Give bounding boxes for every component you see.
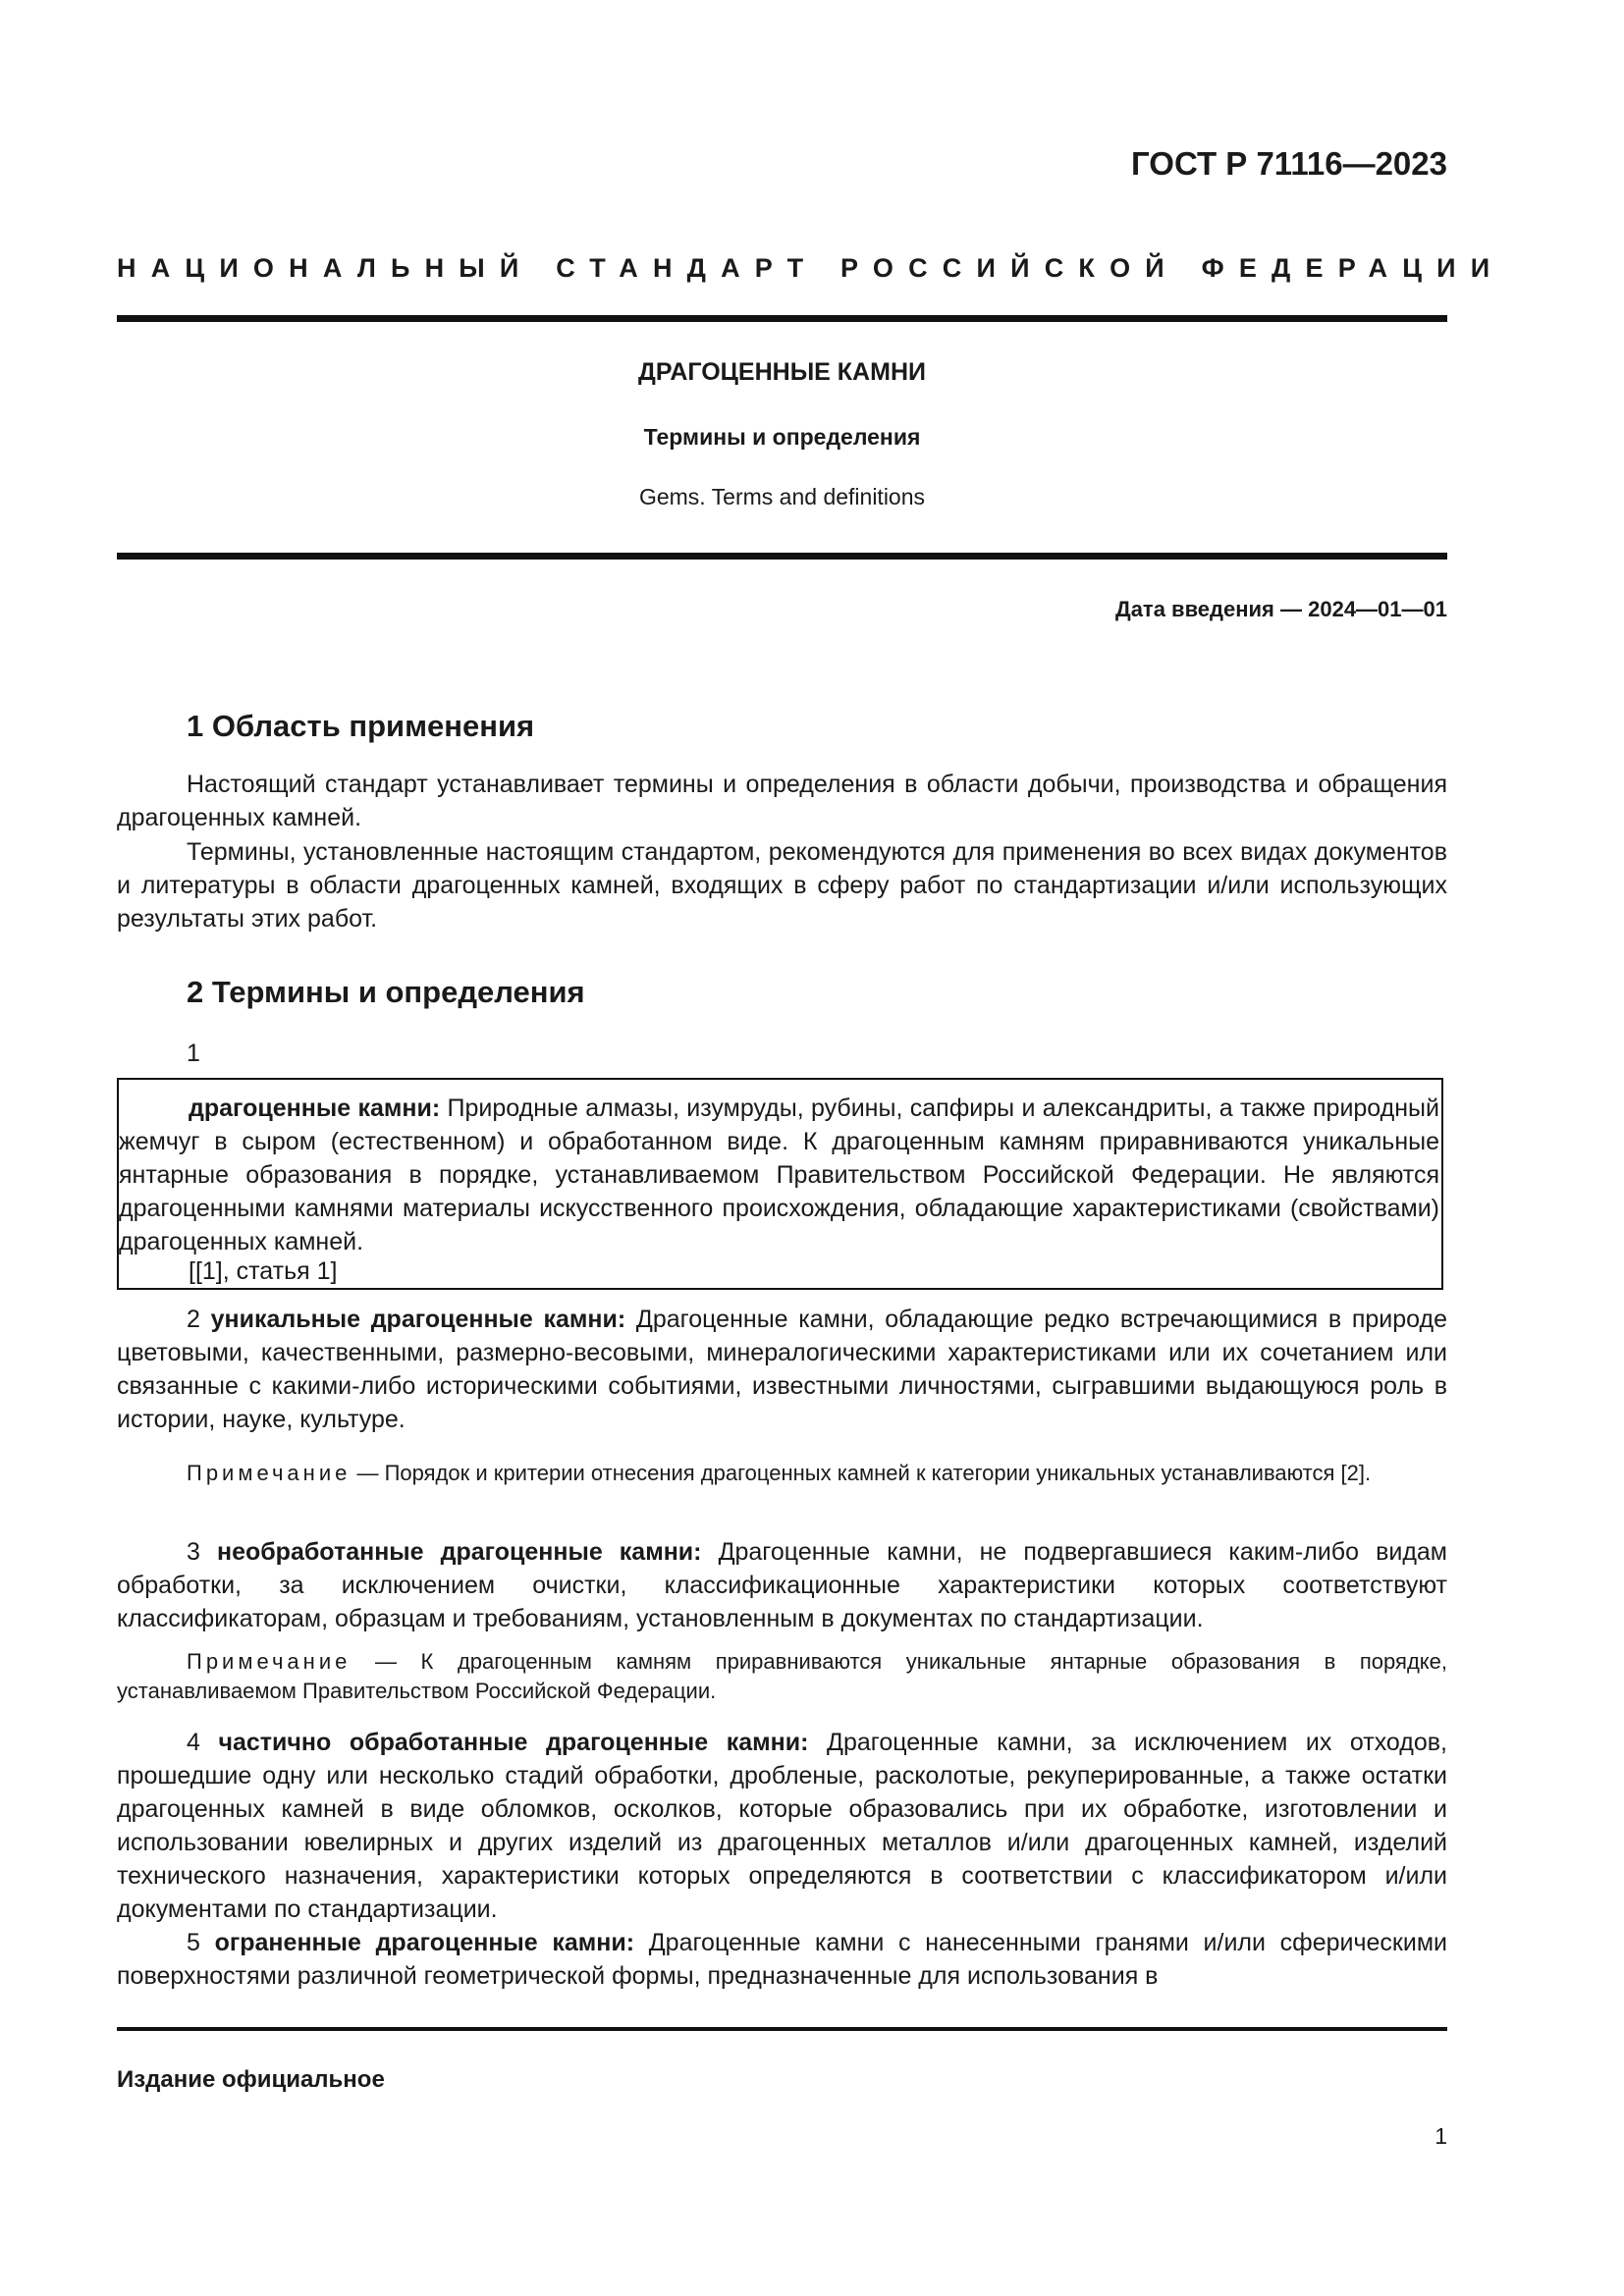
term-2-note-label: Примечание [187,1461,352,1485]
term-2-note [117,1459,1447,1488]
term-3-number: 3 [187,1538,200,1566]
document-english-title: Gems. Terms and definitions [638,484,926,509]
page-number: 1 [1435,2123,1447,2149]
term-1-definition: Природные алмазы, изумруды, рубины, сапфиры и александриты, а также природный жемчуг в сыром (естественном) и обработанном виде. К драгоценным камням приравниваются уникальные янтарные образования в порядке, устанавливаемом Правительством Российской Федерации. Не являются драгоценными камнями материалы искусственного происхождения, обладающие характеристиками (свойствами) драгоценных камней. [119,1095,1439,1255]
top-rule [117,315,1447,322]
term-2-entry [117,1303,1447,1436]
term-3-definition: Драгоценные камни, не подвергавшиеся каким-либо видам обработки, за исключением очистки, классификационные характеристики которых соответствуют классификаторам, образцам и требованиям, установленным в документах по стандартизации. [117,1538,1447,1632]
section-1-heading: 1 Область применения [187,709,535,743]
term-3-note-text: — К драгоценным камням приравниваются уникальные янтарные образования в порядке, устанавливаемом Правительством Российской Федерации. [117,1649,1447,1703]
term-5-definition: Драгоценные камни с нанесенными гранями и/или сферическими поверхностями различной геометрической формы, предназначенные для использования в [117,1929,1447,1990]
term-4-entry [117,1726,1447,1926]
term-4-number: 4 [187,1729,200,1756]
document-subtitle: Термины и определения [643,424,921,450]
term-5-term: ограненные драгоценные камни: [214,1929,635,1956]
introduction-date: Дата введения — 2024—01—01 [1115,597,1447,621]
document-title: ДРАГОЦЕННЫЕ КАМНИ [638,358,926,386]
section-1-paragraph-1: Настоящий стандарт устанавливает термины и определения в области добычи, производства и обращения драгоценных камней. [117,771,1447,831]
section-1-paragraph-2: Термины, установленные настоящим стандартом, рекомендуются для применения во всех видах документов и литературы в области драгоценных камней, входящих в сферу работ по стандартизации и/или использующих результаты этих работ. [117,838,1447,933]
term-5-entry [117,1926,1447,1993]
term-3-note-label: Примечание [187,1649,352,1674]
footer-rule [117,2027,1447,2031]
term-1-reference: [[1], статья 1] [189,1257,338,1285]
official-edition-label: Издание официальное [117,2066,385,2093]
term-1-number: 1 [187,1040,200,1067]
term-4-definition: Драгоценные камни, за исключением их отходов, прошедшие одну или несколько стадий обработки, дробленые, расколотые, рекуперированные, а также остатки драгоценных камней в виде обломков, осколков, которые образовались при их обработке, изготовлении и использовании ювелирных и других изделий из драгоценных металлов и/или драгоценных камней, изделий технического назначения, характеристики которых определяются в соответствии с классификатором и/или документами по стандартизации. [117,1729,1447,1923]
term-2-definition: Драгоценные камни, обладающие редко встречающимися в природе цветовыми, качественными, размерно-весовыми, минералогическими характеристиками или их сочетанием или связанные с какими-либо историческими событиями, известными личностями, сыгравшими выдающуюся роль в истории, науке, культуре. [117,1306,1447,1433]
term-3-term: необработанные драгоценные камни: [216,1538,702,1566]
term-1-term: драгоценные камни: [189,1095,441,1122]
term-2-number: 2 [187,1306,200,1333]
title-rule [117,553,1447,560]
term-5-number: 5 [187,1929,200,1956]
gost-code: ГОСТ Р 71116—2023 [1131,145,1447,182]
term-2-term: уникальные драгоценные камни: [210,1306,626,1333]
term-3-entry [117,1535,1447,1635]
national-standard-banner: НАЦИОНАЛЬНЫЙ СТАНДАРТ РОССИЙСКОЙ ФЕДЕРАЦИИ [117,253,1505,283]
term-1-box [117,1078,1443,1290]
term-4-term: частично обработанные драгоценные камни: [218,1729,809,1756]
term-3-note [117,1647,1447,1706]
term-1-entry [119,1092,1439,1258]
section-2-heading: 2 Термины и определения [187,975,585,1009]
term-2-note-text: — Порядок и критерии отнесения драгоценных камней к категории уникальных устанавливаются [2]. [356,1461,1372,1485]
